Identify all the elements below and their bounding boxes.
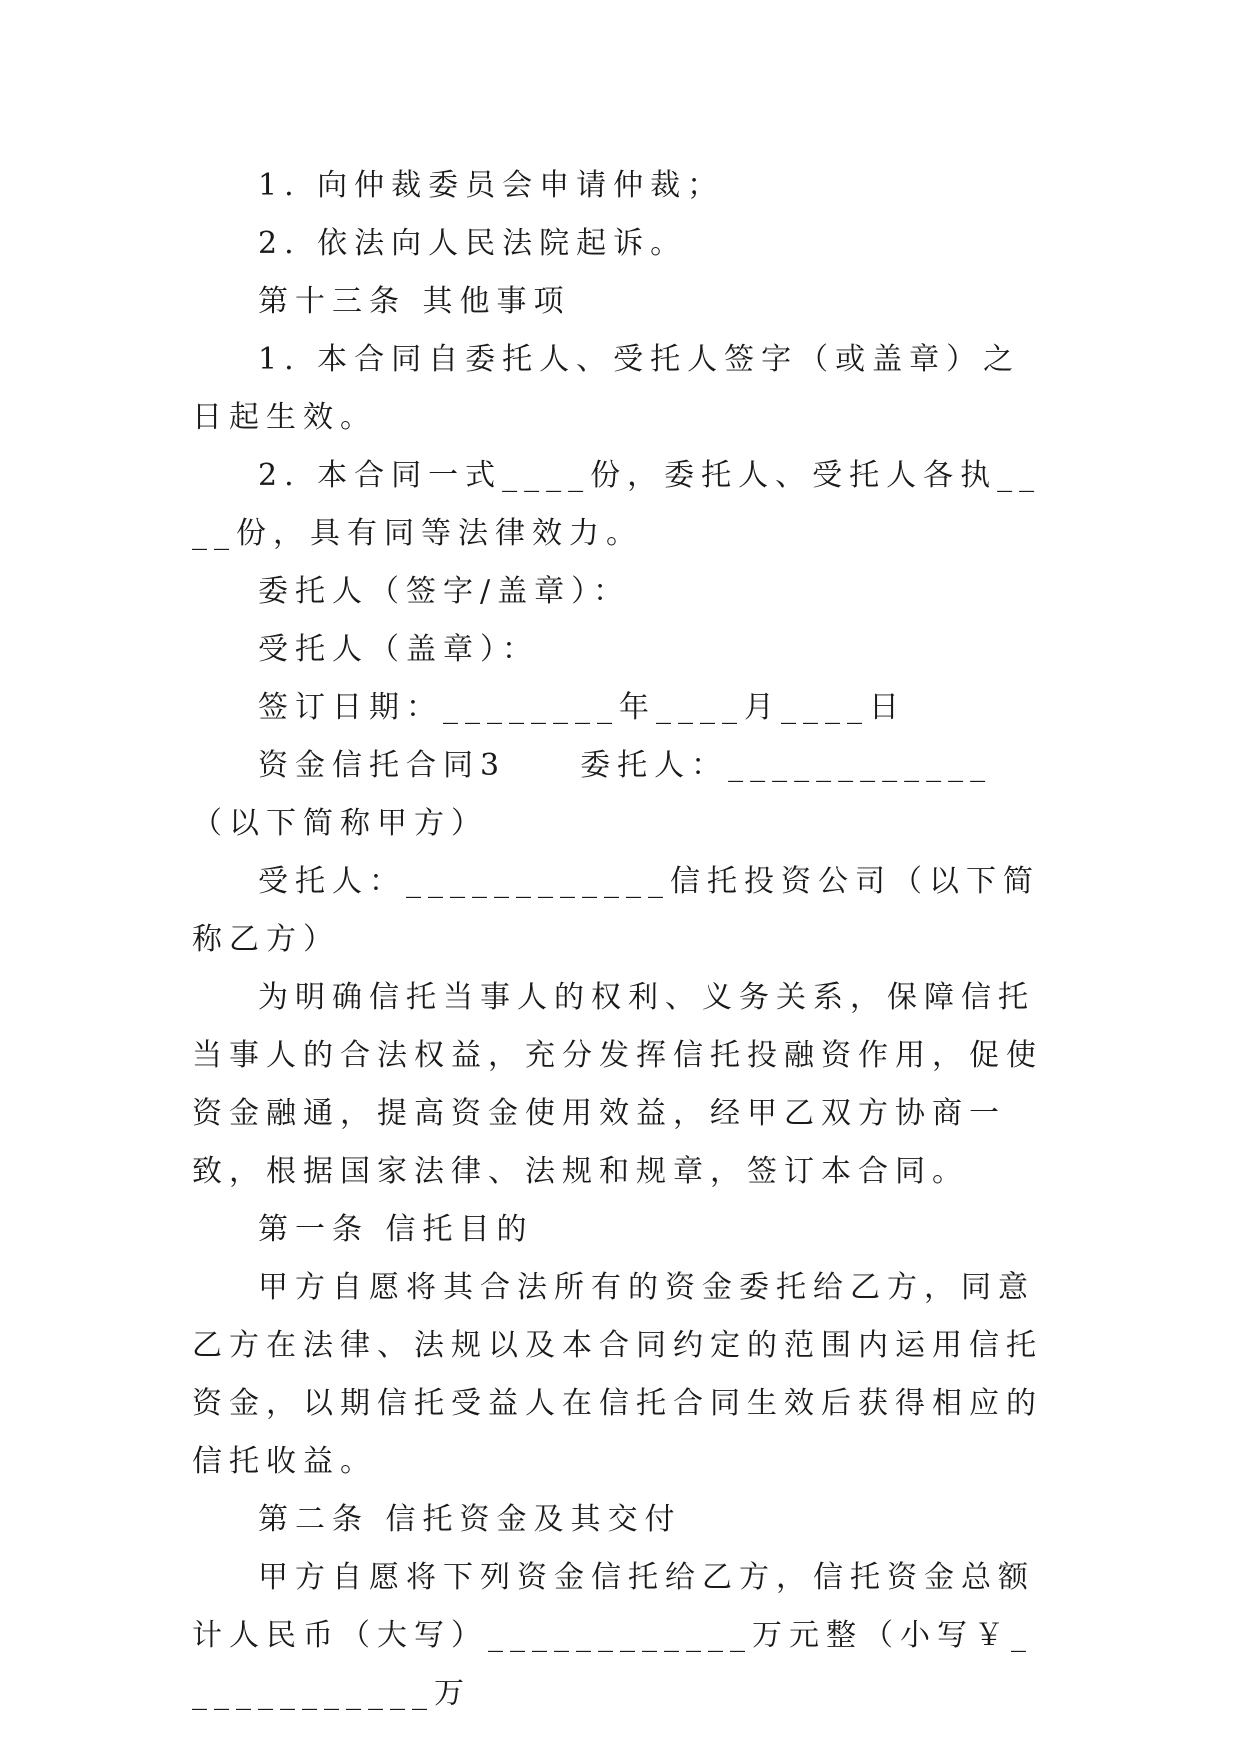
lawsuit-option: 2. 依法向人民法院起诉。 xyxy=(258,226,688,261)
trustee-seal-line: 受托人（盖章）： xyxy=(258,632,539,667)
document-body xyxy=(192,157,1052,1723)
article-2-heading: 第二条 信托资金及其交付 xyxy=(258,1502,682,1537)
copies-clause: 2. 本合同一式____份，委托人、受托人各执____份，具有同等法律效力。 xyxy=(192,458,1042,551)
preamble-paragraph: 为明确信托当事人的权利、义务关系，保障信托当事人的合法权益，充分发挥信托投融资作用，促使资金融通，提高资金使用效益，经甲乙双方协商一致，根据国家法律、法规和规章，签订本合同。 xyxy=(192,980,1043,1189)
effective-clause: 1. 本合同自委托人、受托人签字（或盖章）之日起生效。 xyxy=(192,342,1021,435)
article-2-body: 甲方自愿将下列资金信托给乙方，信托资金总额计人民币（大写）____________万元整（小写￥____________万 xyxy=(192,1560,1035,1711)
arbitration-option: 1. 向仲裁委员会申请仲裁； xyxy=(258,168,725,203)
article-13-heading: 第十三条 其他事项 xyxy=(258,284,571,319)
article-1-body: 甲方自愿将其合法所有的资金委托给乙方，同意乙方在法律、法规以及本合同约定的范围内运用信托资金，以期信托受益人在信托合同生效后获得相应的信托收益。 xyxy=(192,1270,1043,1479)
contract-3-principal-line: 资金信托合同3 委托人：____________（以下简称甲方） xyxy=(192,748,993,841)
contract-3-trustee-line: 受托人：____________信托投资公司（以下简称乙方） xyxy=(192,864,1040,957)
article-1-heading: 第一条 信托目的 xyxy=(258,1212,534,1247)
principal-signature-line: 委托人（签字/盖章）： xyxy=(258,574,631,609)
signing-date-line: 签订日期：________年____月____日 xyxy=(258,690,906,725)
